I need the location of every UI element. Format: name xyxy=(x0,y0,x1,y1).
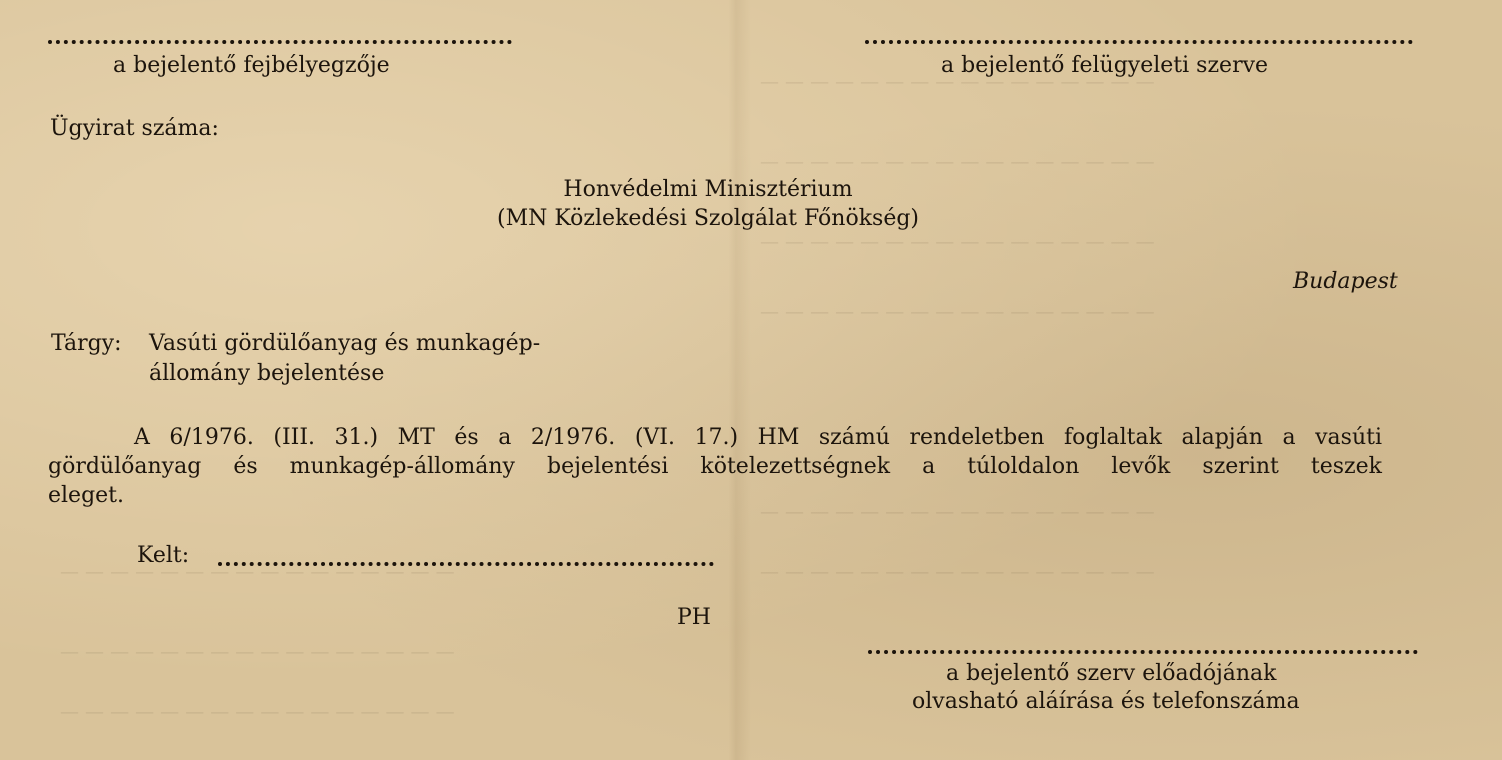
dated-label: Kelt: xyxy=(137,543,190,568)
header-right-caption: a bejelentő felügyeleti szerve xyxy=(941,53,1269,78)
dated-dotted-line xyxy=(218,562,714,566)
subject-line-2: állomány bejelentése xyxy=(149,361,385,386)
body-line-3: eleget. xyxy=(48,483,125,508)
recipient-line-1: Honvédelmi Minisztérium xyxy=(563,177,853,202)
body-line-1: A 6/1976. (III. 31.) MT és a 2/1976. (VI. 17.) HM számú rendeletben foglaltak alapján a vasúti xyxy=(134,425,1382,450)
body-line-2: gördülőanyag és munkagép-állomány bejelentési kötelezettségnek a túloldalon levők szerint teszek xyxy=(48,454,1382,479)
recipient-city: Budapest xyxy=(1293,269,1398,294)
document-page: — — — — — — — — — — — — — — — — — — — — — — — — — — — — — — — — — — — — — — — — — — — — — — — — — — — — — — — — — — — — — — — — — — — — — — — — — — — — — — — — — — — — — — — — — — — — — — — — — — — — — — — — — — — — — — — — — — — — — — — — — — — — — — — — — — — — — — — — — — — — — — — — a bejelentő fejbélyegzője a bejelentő felügyeleti szerve Ügyirat száma: Honvédelmi Minisztérium (MN Közlekedési Szolgálat Főnökség) Budapest Tárgy: Vasúti gördülőanyag és munkagép- állomány bejelentése A 6/1976. (III. 31.) MT és a 2/1976. (VI. 17.) HM számú rendeletben foglaltak alapján a vasúti gördülőanyag és munkagép-állomány bejelentési kötelezettségnek a túloldalon levők szerint teszek eleget. Kelt: PH a bejelentő szerv előadójának olvasható aláírása és telefonszáma xyxy=(0,0,1502,760)
signature-line-1: a bejelentő szerv előadójának xyxy=(946,661,1277,686)
header-left-caption: a bejelentő fejbélyegzője xyxy=(113,53,390,78)
stamp-label: PH xyxy=(677,605,711,630)
recipient-line-2: (MN Közlekedési Szolgálat Főnökség) xyxy=(496,206,920,231)
signature-dotted-line xyxy=(868,650,1418,654)
header-right-dotted-line xyxy=(865,40,1413,44)
signature-line-2: olvasható aláírása és telefonszáma xyxy=(912,689,1300,714)
subject-label: Tárgy: xyxy=(51,331,122,356)
file-number-label: Ügyirat száma: xyxy=(50,116,219,141)
subject-line-1: Vasúti gördülőanyag és munkagép- xyxy=(149,331,541,356)
header-left-dotted-line xyxy=(48,40,512,44)
